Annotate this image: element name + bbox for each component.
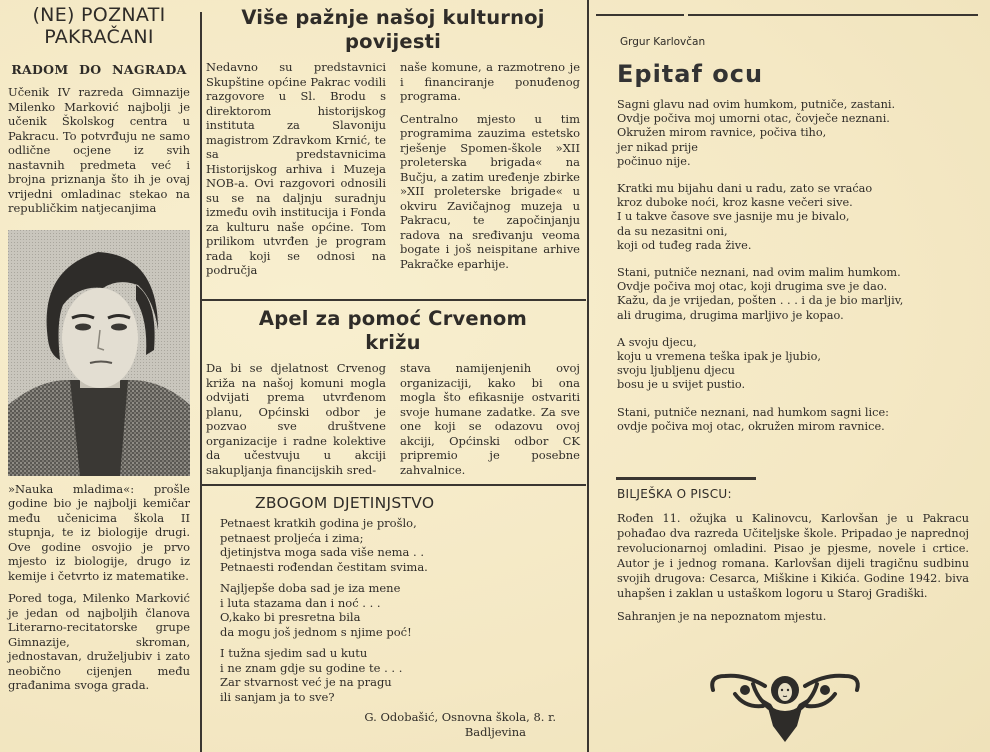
article-paragraph: naše komune, a razmotreno je i financiranje ponuđenog programa. <box>400 60 580 103</box>
note-paragraph: Sahranjen je na nepoznatom mjestu. <box>617 610 827 623</box>
redcross-article <box>200 307 586 485</box>
poem-stanza <box>220 581 586 639</box>
article-paragraph: Učenik IV razreda Gimnazije Milenko Marković najbolji je učenik Školskog centra u Pakracu. To potvrđuju ne samo odlične ocjene iz svih nastavnih predmeta već i brojna priznanja što ih je ovaj vrijedni omladinac stekao na republičkim natjecanjima <box>8 85 190 215</box>
note-paragraph: Rođen 11. ožujka u Kalinovcu, Karlovšan je u Pakracu pohađao dva razreda Učiteljske škole. Pripadao je naprednoj revolucionarnoj omladini. Pisao je pjesme, novele i crtice. Autor je i jednog romana. Karlovšan dijeli tragičnu sudbinu svojih drugova: Cesarca, Miškine i Kikića. Godine 1942. biva uhapšen i zaklan u ustaškom logoru u Staroj Gradiški. <box>617 512 969 600</box>
signature-location: Badljevina <box>464 725 526 739</box>
poem-line: koju u vremena teška ipak je ljubio, <box>617 350 821 364</box>
portrait-image <box>8 230 190 476</box>
kicker-heading <box>8 4 190 48</box>
article-paragraph: stava namijenjenih ovoj organizaciji, kako bi ona mogla što efikasnije ostvariti svoje humane zadatke. Za sve one koji se odazovu ovoj akciji, Općinski odbor CK pripremio je posebne zahvalnice. <box>400 361 580 477</box>
author-note <box>617 487 977 632</box>
article-column-right <box>400 60 580 286</box>
epitaph-column <box>617 0 977 623</box>
poem-line: jer nikad prije <box>617 140 698 154</box>
ornament-icon <box>705 668 865 744</box>
profile-article <box>8 0 190 693</box>
poem-line: ili sanjam ja to sve? <box>220 689 335 704</box>
article-headline <box>200 6 586 54</box>
culture-article <box>200 6 586 286</box>
poem-line: Najljepše doba sad je iza mene <box>220 581 401 595</box>
poem-line: počinuo nije. <box>617 154 691 168</box>
poem-line: bosu je u svijet pustio. <box>617 378 746 392</box>
poem-line: djetinjstva moga sada više nema . . <box>220 545 425 559</box>
poem-line: svoju ljubljenu djecu <box>617 364 735 378</box>
article-paragraph: Nedavno su predstavnici Skupštine općine Pakrac vodili razgovore u Sl. Brodu s direktorom historijskog instituta za Slavoniju magistrom Zdravkom Krnić, te sa predstavnicima Historijskog arhiva i Muzeja NOB-a. Ovi razgovori odnosili su se na daljnju suradnju između ovih institucija i Fonda za kulturu naše općine. Tom prilikom utvrđen je program rada koji se odnosi na područja <box>206 60 386 277</box>
poem-line: Kratki mu bijahu dani u radu, zato se vraćao <box>617 182 873 196</box>
poem-body <box>220 516 586 704</box>
kicker-line: (NE) POZNATI <box>32 4 166 26</box>
article-column-left <box>206 361 386 485</box>
headline-line: Apel za pomoć Crvenom <box>258 307 528 330</box>
kicker-line: PAKRAČANI <box>44 26 154 48</box>
poem-line: I u takve časove sve jasnije mu je bivalo, <box>617 210 850 224</box>
poem-signature <box>200 710 586 740</box>
poem-line: kroz duboke noći, kroz kasne večeri sive. <box>617 196 853 210</box>
childhood-poem <box>200 494 586 740</box>
article-paragraph: Centralno mjesto u tim programima zauzima estetsko rješenje Spomen-škole »XII proleterska brigada« na Bučju, a zatim uređenje zbirke »XII proleterske brigade« u okviru Zavičajnog muzeja u Pakracu, te započinjanju radova na sređivanju veoma bogate i još neispitane arhive Pakračke eparhije. <box>400 111 580 271</box>
poem-author: Grgur Karlovčan <box>620 36 706 48</box>
note-rule <box>616 477 756 480</box>
poem-line: Sagni glavu nad ovim humkom, putniče, zastani. <box>617 98 896 111</box>
article-column-left <box>206 60 386 286</box>
poem-line: Zar stvarnost već je na pragu <box>220 675 392 689</box>
poem-line: i ne znam gdje su godine te . . . <box>220 660 403 675</box>
section-divider <box>202 299 586 301</box>
poem-line: Kažu, da je vrijedan, pošten . . . i da je bio marljiv, <box>617 294 904 308</box>
signature-author: G. Odobašić, Osnovna škola, 8. r. <box>364 710 556 724</box>
poem-line: Okružen mirom ravnice, počiva tiho, <box>617 126 827 140</box>
headline-line: križu <box>365 331 421 354</box>
poem-title: Epitaf ocu <box>617 60 764 88</box>
poem-stanza <box>617 406 977 434</box>
poem-line: i luta stazama dan i noć . . . <box>220 595 381 610</box>
poem-stanza <box>220 646 586 704</box>
poem-line: ali drugima, drugima marljivo je kopao. <box>617 308 844 322</box>
headline-line: Više pažnje našoj kulturnoj <box>241 6 545 29</box>
poem-line: Petnaest kratkih godina je prošlo, <box>220 516 417 530</box>
article-column-right <box>400 361 580 485</box>
article-paragraph: »Nauka mladima«: prošle godine bio je najbolji kemičar među učenicima škola II stupnja, te iz biologije drugi. Ove godine osvojio je prvo mjesto iz biologije, drugo iz kemije i četvrto iz matematike. <box>8 481 190 583</box>
poem-line: Stani, putniče neznani, nad humkom sagni lice: <box>617 405 889 419</box>
headline-line: povijesti <box>344 30 442 53</box>
poem-stanza <box>617 336 977 393</box>
poem-line: Stani, putniče neznani, nad ovim malim humkom. <box>617 266 901 280</box>
poem-line: O,kako bi presretna bila <box>220 610 361 624</box>
poem-line: Petnaesti rođendan čestitam svima. <box>220 559 428 574</box>
poem-line: da su nezasitni oni, <box>617 224 728 238</box>
poem-stanza <box>617 182 977 253</box>
poem-line: I tužna sjedim sad u kutu <box>220 646 368 660</box>
poem-line: koji od tuđeg rada žive. <box>617 238 752 252</box>
poem-line: Ovdje počiva moj otac, koji drugima sve je dao. <box>617 280 888 294</box>
poem-stanza <box>617 98 977 169</box>
poem-stanza <box>220 516 586 574</box>
poem-line: A svoju djecu, <box>617 335 697 349</box>
article-paragraph: Da bi se djelatnost Crvenog križa na našoj komuni mogla odvijati prema utvrđenom planu, Općinski odbor je pozvao sve društvene organizacije i radne kolektive da učestvuju u akciji sakupljanja financijskih sred- <box>206 361 386 477</box>
column-divider <box>587 0 589 752</box>
note-title: BILJEŠKA O PISCU: <box>617 487 732 501</box>
article-headline <box>200 307 586 355</box>
poem-line: Ovdje počiva moj umorni otac, čovječe neznani. <box>617 112 890 126</box>
poem-line: da mogu još jednom s njime poć! <box>220 624 412 639</box>
article-paragraph: Pored toga, Milenko Marković je jedan od najboljih članova Literarno-recitatorske grupe Gimnazije, skroman, jednostavan, druželjubiv i zato neobično cijenjen među građanima svoga grada. <box>8 591 190 692</box>
poem-stanza <box>617 266 977 323</box>
poem-body <box>617 98 977 434</box>
portrait-photo <box>8 230 190 476</box>
poem-line: ovdje počiva moj otac, okružen mirom ravnice. <box>617 419 885 433</box>
note-body <box>617 511 969 624</box>
poem-line: petnaest proljeća i zima; <box>220 530 364 545</box>
article-subhead: RADOM DO NAGRADA <box>11 62 187 77</box>
poem-title: ZBOGOM DJETINJSTVO <box>255 494 435 512</box>
